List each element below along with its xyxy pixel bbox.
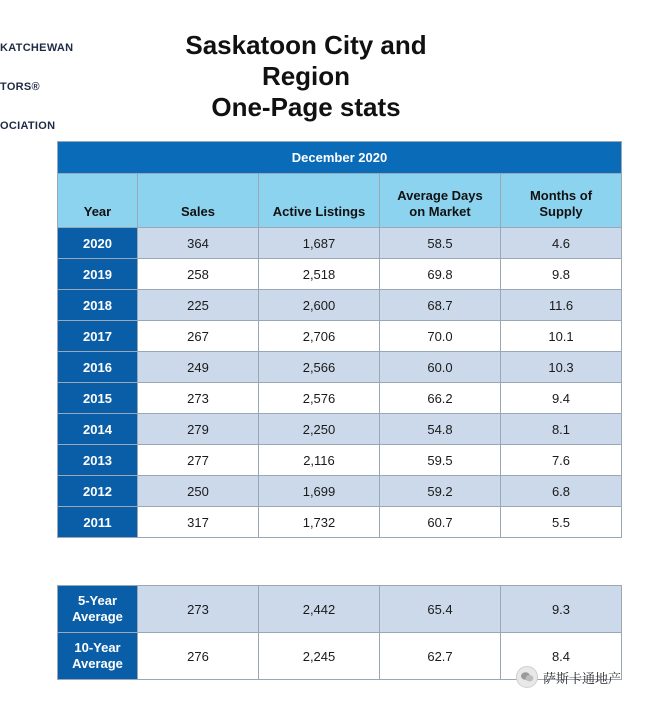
average-days-cell: 54.8 [380, 414, 501, 445]
table-row [58, 507, 622, 538]
table-row [58, 259, 622, 290]
sales-cell: 225 [138, 290, 259, 321]
average-days-cell: 68.7 [380, 290, 501, 321]
association-logo [0, 16, 73, 146]
average-label-line: 5-Year [77, 593, 118, 608]
months-supply-cell: 8.4 [501, 633, 622, 680]
header-line: Supply [539, 204, 583, 219]
sales-cell: 249 [138, 352, 259, 383]
months-supply-cell: 10.1 [501, 321, 622, 352]
sales-cell: 279 [138, 414, 259, 445]
average-label-line: Average [72, 656, 123, 671]
table-caption-row [58, 142, 622, 174]
table-row [58, 352, 622, 383]
year-cell: 2015 [58, 383, 138, 414]
logo-line: TORS® [0, 81, 40, 93]
sales-cell: 258 [138, 259, 259, 290]
wechat-icon [516, 666, 538, 688]
year-cell: 2011 [58, 507, 138, 538]
header-line: Average Days [397, 188, 483, 203]
average-label-line: 10-Year [74, 640, 121, 655]
months-supply-cell: 8.1 [501, 414, 622, 445]
year-cell: 2013 [58, 445, 138, 476]
year-cell: 2017 [58, 321, 138, 352]
active-listings-cell: 2,116 [259, 445, 380, 476]
column-header-average-days [380, 174, 501, 228]
header-line: on Market [409, 204, 471, 219]
months-supply-cell: 11.6 [501, 290, 622, 321]
active-listings-cell: 1,687 [259, 228, 380, 259]
year-cell: 2012 [58, 476, 138, 507]
year-cell: 2014 [58, 414, 138, 445]
months-supply-cell: 6.8 [501, 476, 622, 507]
table-row [58, 321, 622, 352]
year-cell: 2018 [58, 290, 138, 321]
stats-table [57, 141, 622, 538]
months-supply-cell: 7.6 [501, 445, 622, 476]
sales-cell: 273 [138, 586, 259, 633]
months-supply-cell: 9.8 [501, 259, 622, 290]
sales-cell: 276 [138, 633, 259, 680]
average-days-cell: 65.4 [380, 586, 501, 633]
table-header-row [58, 174, 622, 228]
sales-cell: 273 [138, 383, 259, 414]
page-title [160, 30, 452, 123]
year-cell: 2019 [58, 259, 138, 290]
column-header-year: Year [58, 174, 138, 228]
table-body [58, 228, 622, 538]
title-line: One-Page stats [211, 92, 401, 122]
average-label-line: Average [72, 609, 123, 624]
average-days-cell: 62.7 [380, 633, 501, 680]
table-row [58, 290, 622, 321]
active-listings-cell: 2,250 [259, 414, 380, 445]
sales-cell: 267 [138, 321, 259, 352]
average-label-cell [58, 633, 138, 680]
months-supply-cell: 4.6 [501, 228, 622, 259]
active-listings-cell: 2,600 [259, 290, 380, 321]
months-supply-cell: 9.4 [501, 383, 622, 414]
average-days-cell: 60.7 [380, 507, 501, 538]
column-header-months-supply [501, 174, 622, 228]
watermark-text: 萨斯卡通地产 [543, 671, 622, 687]
table-row [58, 383, 622, 414]
table-row [58, 445, 622, 476]
active-listings-cell: 1,699 [259, 476, 380, 507]
average-days-cell: 70.0 [380, 321, 501, 352]
column-header-active-listings: Active Listings [259, 174, 380, 228]
average-days-cell: 69.8 [380, 259, 501, 290]
average-days-cell: 59.5 [380, 445, 501, 476]
wechat-watermark [516, 666, 621, 688]
column-header-sales: Sales [138, 174, 259, 228]
months-supply-cell: 9.3 [501, 586, 622, 633]
year-cell: 2016 [58, 352, 138, 383]
table-row [58, 476, 622, 507]
active-listings-cell: 2,442 [259, 586, 380, 633]
sales-cell: 364 [138, 228, 259, 259]
months-supply-cell: 10.3 [501, 352, 622, 383]
table-row [58, 414, 622, 445]
active-listings-cell: 2,576 [259, 383, 380, 414]
average-days-cell: 60.0 [380, 352, 501, 383]
title-line: Saskatoon City and [185, 30, 427, 60]
average-days-cell: 59.2 [380, 476, 501, 507]
active-listings-cell: 2,245 [259, 633, 380, 680]
logo-line: OCIATION [0, 120, 56, 132]
year-cell: 2020 [58, 228, 138, 259]
active-listings-cell: 2,566 [259, 352, 380, 383]
average-days-cell: 66.2 [380, 383, 501, 414]
sales-cell: 277 [138, 445, 259, 476]
average-days-cell: 58.5 [380, 228, 501, 259]
title-line: Region [261, 61, 351, 91]
active-listings-cell: 1,732 [259, 507, 380, 538]
header-line: Months of [529, 188, 593, 203]
active-listings-cell: 2,518 [259, 259, 380, 290]
table-caption: December 2020 [58, 142, 622, 174]
sales-cell: 250 [138, 476, 259, 507]
sales-cell: 317 [138, 507, 259, 538]
average-row [58, 586, 622, 633]
months-supply-cell: 5.5 [501, 507, 622, 538]
active-listings-cell: 2,706 [259, 321, 380, 352]
logo-line: KATCHEWAN [0, 42, 74, 54]
table-row [58, 228, 622, 259]
average-label-cell [58, 586, 138, 633]
